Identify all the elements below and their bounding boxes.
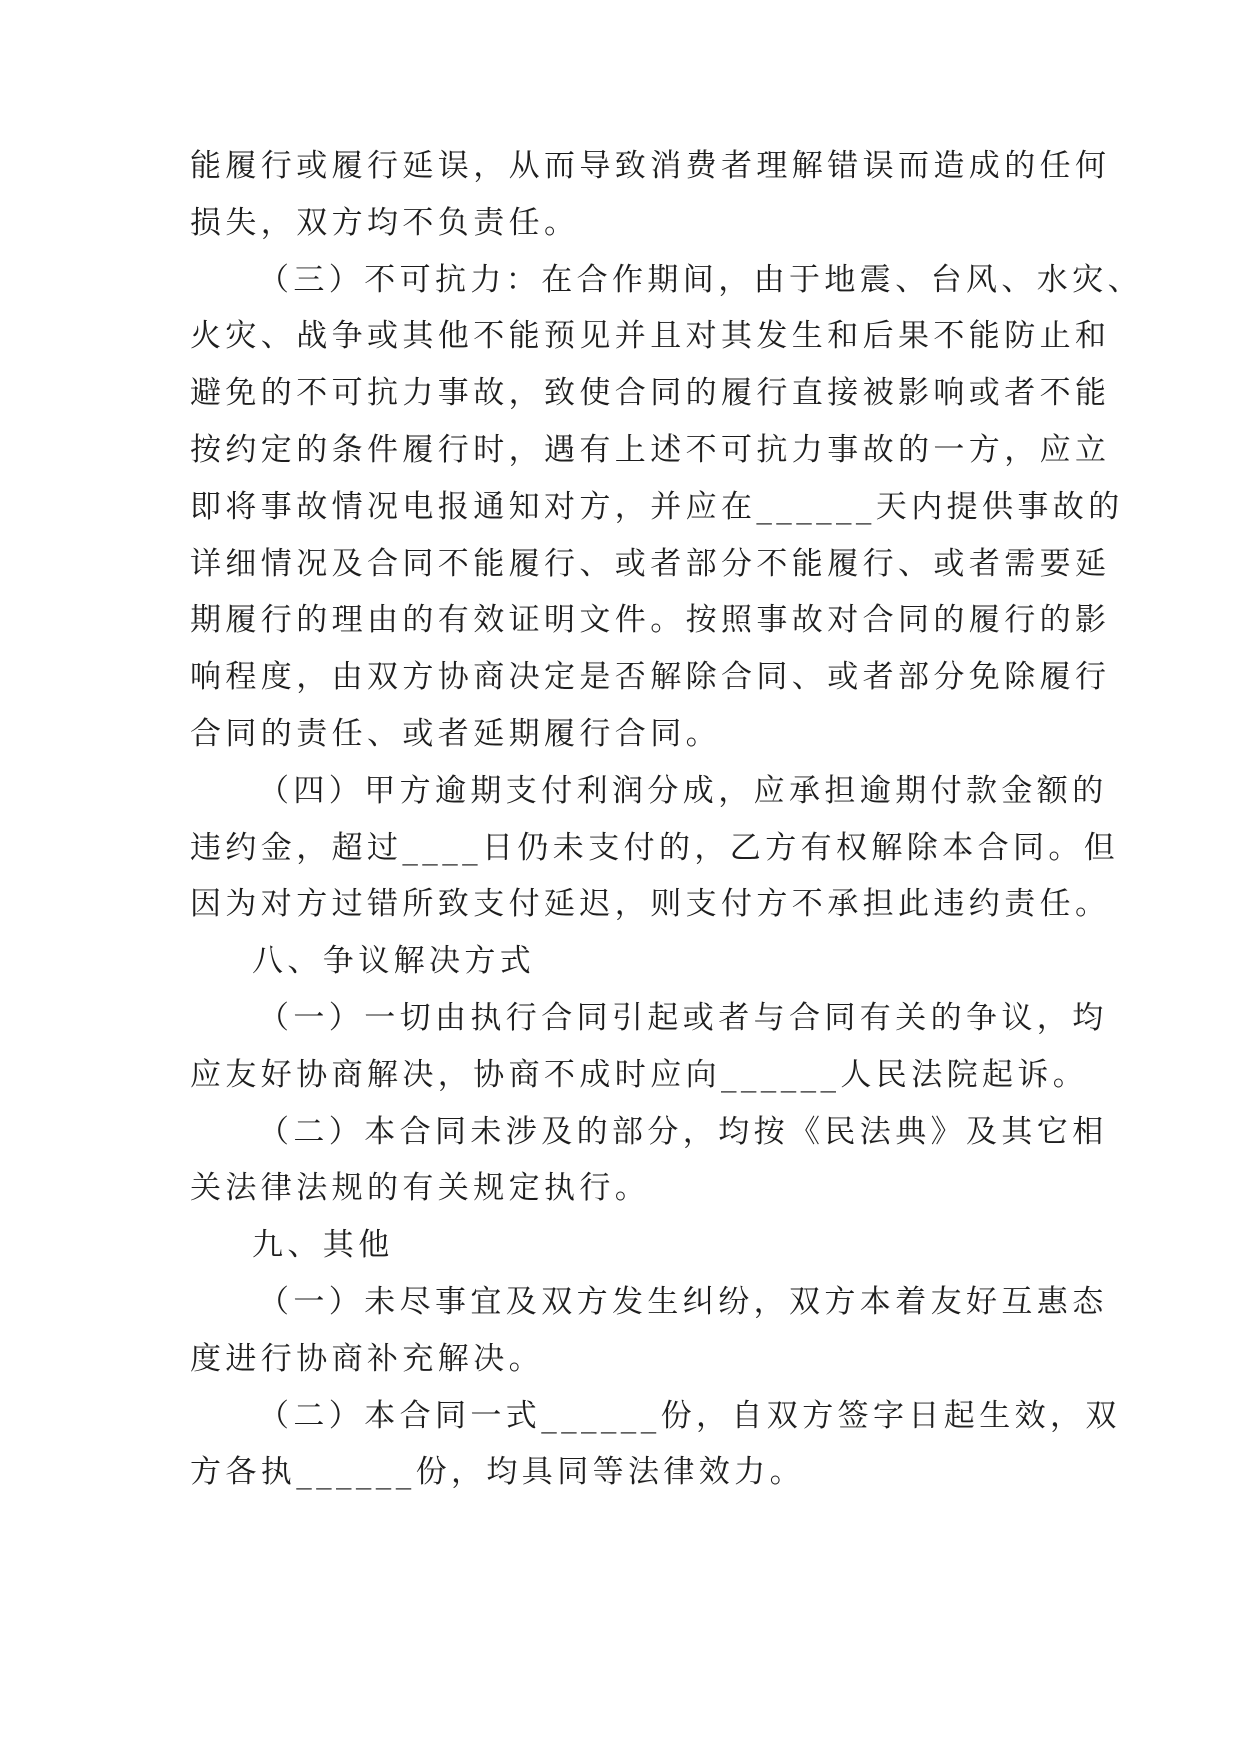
paragraph-line: 应友好协商解决，协商不成时应向______人民法院起诉。	[190, 1056, 1089, 1093]
clause-3-force-majeure: （三）不可抗力：在合作期间，由于地震、台风、水灾、	[258, 261, 1143, 298]
paragraph-line: 违约金，超过____日仍未支付的，乙方有权解除本合同。但	[190, 829, 1120, 866]
paragraph-line: 即将事故情况电报通知对方，并应在______天内提供事故的	[190, 488, 1124, 525]
clause-2-copies: （二）本合同一式______份，自双方签字日起生效，双	[258, 1397, 1121, 1434]
clause-4-late-payment: （四）甲方逾期支付利润分成，应承担逾期付款金额的	[258, 772, 1108, 809]
clause-1-disputes: （一）一切由执行合同引起或者与合同有关的争议，均	[258, 999, 1108, 1036]
paragraph-line: 能履行或履行延误，从而导致消费者理解错误而造成的任何	[190, 148, 1111, 184]
paragraph-line: 火灾、战争或其他不能预见并且对其发生和后果不能防止和	[190, 318, 1111, 355]
paragraph-line: 期履行的理由的有效证明文件。按照事故对合同的履行的影	[190, 602, 1111, 639]
section-heading-dispute-resolution: 八、争议解决方式	[252, 943, 536, 980]
paragraph-line: 响程度，由双方协商决定是否解除合同、或者部分免除履行	[190, 659, 1111, 696]
clause-1-unresolved-matters: （一）未尽事宜及双方发生纠纷，双方本着友好互惠态	[258, 1283, 1108, 1320]
paragraph-line: 合同的责任、或者延期履行合同。	[190, 715, 721, 752]
paragraph-line: 详细情况及合同不能履行、或者部分不能履行、或者需要延	[190, 545, 1111, 582]
paragraph-line: 损失，双方均不负责任。	[190, 204, 580, 241]
paragraph-line: 方各执______份，均具同等法律效力。	[190, 1454, 805, 1491]
paragraph-line: 因为对方过错所致支付延迟，则支付方不承担此违约责任。	[190, 886, 1111, 923]
paragraph-line: 度进行协商补充解决。	[190, 1340, 544, 1377]
paragraph-line: 按约定的条件履行时，遇有上述不可抗力事故的一方，应立	[190, 431, 1111, 468]
clause-2-civil-code: （二）本合同未涉及的部分，均按《民法典》及其它相	[258, 1113, 1108, 1150]
paragraph-line: 避免的不可抗力事故，致使合同的履行直接被影响或者不能	[190, 375, 1111, 412]
document-body	[190, 138, 1143, 1501]
section-heading-other: 九、其他	[252, 1227, 394, 1264]
paragraph-line: 关法律法规的有关规定执行。	[190, 1170, 651, 1207]
